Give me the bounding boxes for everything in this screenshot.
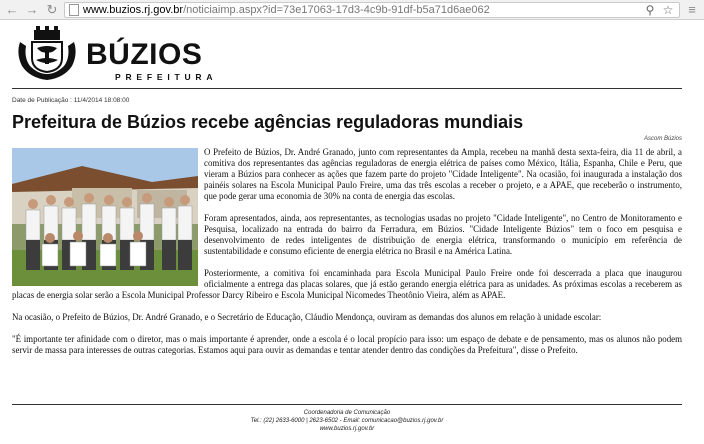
brand-subtitle: PREFEITURA xyxy=(115,72,218,82)
article-paragraph: Posteriormente, a comitiva foi encaminhada para Escola Municipal Paulo Freire onde foi descerrada a placa que inaugurou oficialmente a entrega das placas solares, que já estão gerando energia elétrica para as unidades. As próximas escolas a receberem as placas de energia solar serão a Escola Municipal Professor Darcy Ribeiro e Escola Municipal Nicomedes Theotônio Vieira, além as APAE. xyxy=(12,268,682,300)
page-footer xyxy=(12,409,682,433)
footer-contact: Tel.: (22) 2633-6000 | 2623-6502 - Email: comunicacao@buzios.rj.gov.br xyxy=(250,418,444,424)
star-icon[interactable]: ☆ xyxy=(662,2,674,17)
footer-website: www.buzios.rj.gov.br xyxy=(319,426,375,432)
reload-icon[interactable]: ↻ xyxy=(46,1,58,17)
article-title: Prefeitura de Búzios recebe agências reguladoras mundiais xyxy=(12,112,524,132)
zoom-icon[interactable]: ⚲ xyxy=(645,2,655,17)
back-icon[interactable]: ← xyxy=(5,2,19,17)
browser-toolbar xyxy=(0,0,704,20)
url-path: /noticiaimp.aspx?id=73e17063-17d3-4c9b-91df-b5a71d6ae062 xyxy=(183,3,490,16)
article-author: Ascom Búzios xyxy=(643,136,682,142)
menu-icon[interactable]: ≡ xyxy=(688,2,696,17)
coat-of-arms-icon xyxy=(12,24,82,84)
url-text[interactable] xyxy=(83,4,639,16)
footer-divider xyxy=(12,404,682,405)
publication-date: Date de Publicação : 11/4/2014 18:08:00 xyxy=(12,97,130,104)
article-paragraph: "É importante ter afinidade com o diretor, mas o mais importante é aprender, onde a escola é o local propício para isso: um espaço de debate e de pensamento, mas os alunos não podem servir de massa para interesses de outras categorias. Estamos aqui para ouvir as demandas e tentar atender dentro das condições da Prefeitura", disse o Prefeito. xyxy=(12,334,682,355)
page-icon xyxy=(69,4,79,16)
footer-department: Coordenadoria de Comunicação xyxy=(303,410,391,416)
article-body xyxy=(12,147,682,367)
article-paragraph: Na ocasião, o Prefeito de Búzios, Dr. André Granado, e o Secretário de Educação, Cláudio Mendonça, ouviram as demandas dos alunos em relação à unidade escolar: xyxy=(12,312,602,322)
prefeitura-logo xyxy=(12,24,222,84)
url-host: www.buzios.rj.gov.br xyxy=(83,3,184,16)
address-bar[interactable] xyxy=(64,2,680,18)
brand-name: BÚZIOS xyxy=(86,38,203,71)
article-paragraph: O Prefeito de Búzios, Dr. André Granado, junto com representantes da Ampla, recebeu na manhã desta sexta-feira, dia 11 de abril, a comitiva dos representantes das agências reguladoras de energia elétrica de países como México, Itália, Espanha, Chile e Peru, que vieram a Búzios para conhecer as ações que fazem parte do projeto "Cidade Inteligente". Na ocasião, foi inaugurada a instalação dos painéis solares na Escola Municipal Paulo Freire, uma das três escolas a receber o projeto, e a APAE, que receberão o instrumento, que pode gerar uma economia de 30% na conta de energia das escolas. xyxy=(204,147,682,201)
forward-icon[interactable]: → xyxy=(25,2,39,17)
header-divider xyxy=(12,88,682,89)
article-paragraph: Foram apresentados, ainda, aos representantes, as tecnologias usadas no projeto "Cidade Inteligente", no Centro de Monitoramento e Pesquisa, localizado na entrada do bairro da Ferradura, em Búzios. "Cidade Inteligente Búzios" tem o foco em pesquisa e desenvolvimento de redes inteligentes de distribuição de energia elétrica, transformando o município em referência de sustentabilidade e consumo eficiente de energia elétrica no Brasil e na América Latina. xyxy=(204,213,682,256)
